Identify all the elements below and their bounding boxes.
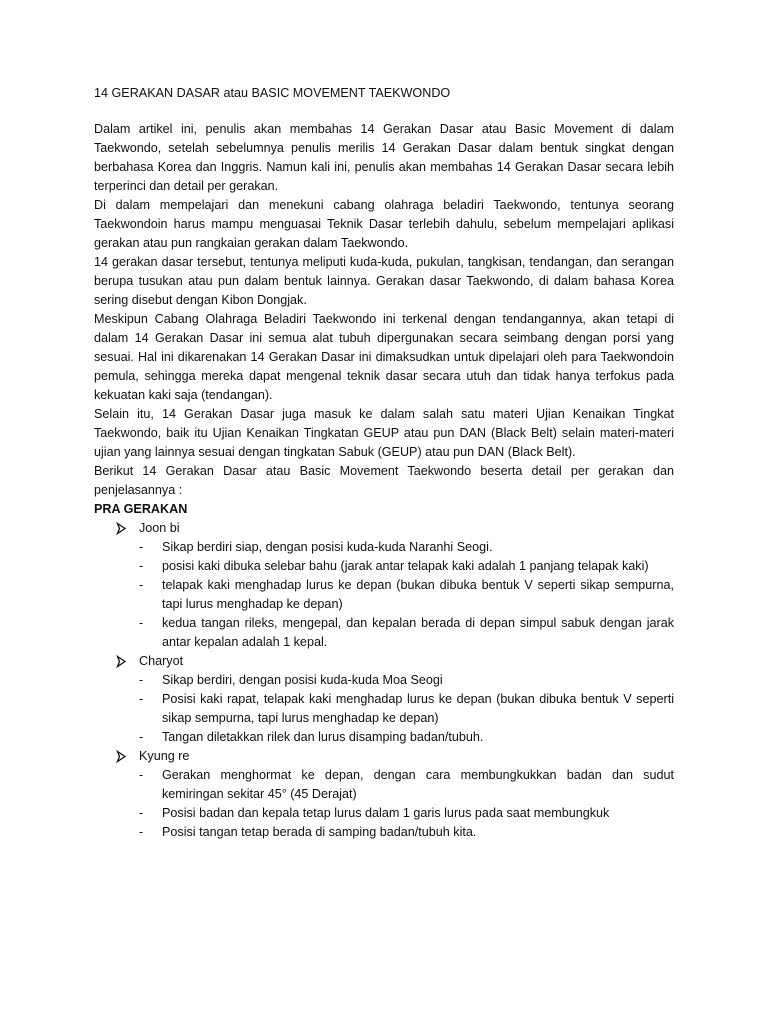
paragraph: Berikut 14 Gerakan Dasar atau Basic Movement Taekwondo beserta detail per gerakan dan penjelasannya : xyxy=(94,464,674,497)
movement-group-joon-bi xyxy=(94,519,674,652)
arrow-right-icon xyxy=(116,652,128,671)
paragraph: Selain itu, 14 Gerakan Dasar juga masuk ke dalam salah satu materi Ujian Kenaikan Tingkat Taekwondo, baik itu Ujian Kenaikan Tingkatan GEUP atau pun DAN (Black Belt) selain materi-materi ujian yang lainnya sesuai dengan tingkatan Sabuk (GEUP) atau pun DAN (Black Belt). xyxy=(94,407,674,459)
list-item xyxy=(94,538,674,557)
list-item xyxy=(94,671,674,690)
document-title: 14 GERAKAN DASAR atau BASIC MOVEMENT TAEKWONDO xyxy=(94,86,451,100)
dash-bullet: - xyxy=(139,692,144,706)
arrow-right-icon xyxy=(116,747,128,766)
group-title: Charyot xyxy=(139,654,184,668)
dash-bullet: - xyxy=(139,768,144,782)
group-title-row xyxy=(94,519,674,538)
list-item-text: telapak kaki menghadap lurus ke depan (bukan dibuka bentuk V seperti sikap sempurna, tapi lurus menghadap ke depan) xyxy=(162,578,674,611)
paragraph: 14 gerakan dasar tersebut, tentunya meliputi kuda-kuda, pukulan, tangkisan, tendangan, dan serangan berupa tusukan atau pun dalam bentuk lainnya. Gerakan dasar Taekwondo, di dalam bahasa Korea sering disebut dengan Kibon Dongjak. xyxy=(94,255,674,307)
list-item xyxy=(94,804,674,823)
group-items xyxy=(94,766,674,842)
list-item xyxy=(94,614,674,652)
dash-bullet: - xyxy=(139,806,144,820)
list-item xyxy=(94,823,674,842)
list-item-text: Tangan diletakkan rilek dan lurus disamping badan/tubuh. xyxy=(162,730,484,744)
list-item-text: posisi kaki dibuka selebar bahu (jarak antar telapak kaki adalah 1 panjang telapak kaki) xyxy=(162,559,649,573)
group-items xyxy=(94,671,674,747)
list-item xyxy=(94,576,674,614)
dash-bullet: - xyxy=(139,730,144,744)
group-title-row xyxy=(94,652,674,671)
paragraph: Meskipun Cabang Olahraga Beladiri Taekwondo ini terkenal dengan tendangannya, akan tetapi di dalam 14 Gerakan Dasar ini semua alat tubuh dipergunakan secara seimbang dengan porsi yang sesuai. Hal ini dikarenakan 14 Gerakan Dasar ini dimaksudkan untuk dipelajari oleh para Taekwondoin pemula, sehingga mereka dapat mengenal teknik dasar secara utuh dan tidak hanya terfokus pada kekuatan kaki saja (tendangan). xyxy=(94,312,674,402)
dash-bullet: - xyxy=(139,540,144,554)
list-item xyxy=(94,690,674,728)
dash-bullet: - xyxy=(139,825,144,839)
dash-bullet: - xyxy=(139,616,144,630)
group-title: Joon bi xyxy=(139,521,180,535)
intro-paragraphs xyxy=(94,120,674,500)
list-item xyxy=(94,557,674,576)
dash-bullet: - xyxy=(139,673,144,687)
list-item-text: Sikap berdiri siap, dengan posisi kuda-kuda Naranhi Seogi. xyxy=(162,540,493,554)
list-item-text: Posisi badan dan kepala tetap lurus dalam 1 garis lurus pada saat membungkuk xyxy=(162,806,610,820)
movement-group-kyung-re xyxy=(94,747,674,842)
list-item-text: Posisi tangan tetap berada di samping badan/tubuh kita. xyxy=(162,825,477,839)
list-item xyxy=(94,728,674,747)
group-items xyxy=(94,538,674,652)
list-item-text: kedua tangan rileks, mengepal, dan kepalan berada di depan simpul sabuk dengan jarak antar kepalan adalah 1 kepal. xyxy=(162,616,674,649)
section-heading: PRA GERAKAN xyxy=(94,502,188,516)
list-item xyxy=(94,766,674,804)
paragraph: Di dalam mempelajari dan menekuni cabang olahraga beladiri Taekwondo, tentunya seorang Taekwondoin harus mampu menguasai Teknik Dasar terlebih dahulu, sebelum mempelajari aplikasi gerakan atau pun rangkaian gerakan dalam Taekwondo. xyxy=(94,198,674,250)
group-title: Kyung re xyxy=(139,749,190,763)
paragraph: Dalam artikel ini, penulis akan membahas 14 Gerakan Dasar atau Basic Movement di dalam Taekwondo, setelah sebelumnya penulis merilis 14 Gerakan Dasar dalam bentuk singkat dengan berbahasa Korea dan Inggris. Namun kali ini, penulis akan membahas 14 Gerakan Dasar secara lebih terperinci dan detail per gerakan. xyxy=(94,122,674,193)
arrow-right-icon xyxy=(116,519,128,538)
dash-bullet: - xyxy=(139,578,144,592)
list-item-text: Gerakan menghormat ke depan, dengan cara membungkukkan badan dan sudut kemiringan sekitar 45° (45 Derajat) xyxy=(162,768,674,801)
dash-bullet: - xyxy=(139,559,144,573)
list-item-text: Sikap berdiri, dengan posisi kuda-kuda Moa Seogi xyxy=(162,673,443,687)
group-title-row xyxy=(94,747,674,766)
list-item-text: Posisi kaki rapat, telapak kaki menghadap lurus ke depan (bukan dibuka bentuk V seperti sikap sempurna, tapi lurus menghadap ke depan) xyxy=(162,692,674,725)
movement-group-charyot xyxy=(94,652,674,747)
